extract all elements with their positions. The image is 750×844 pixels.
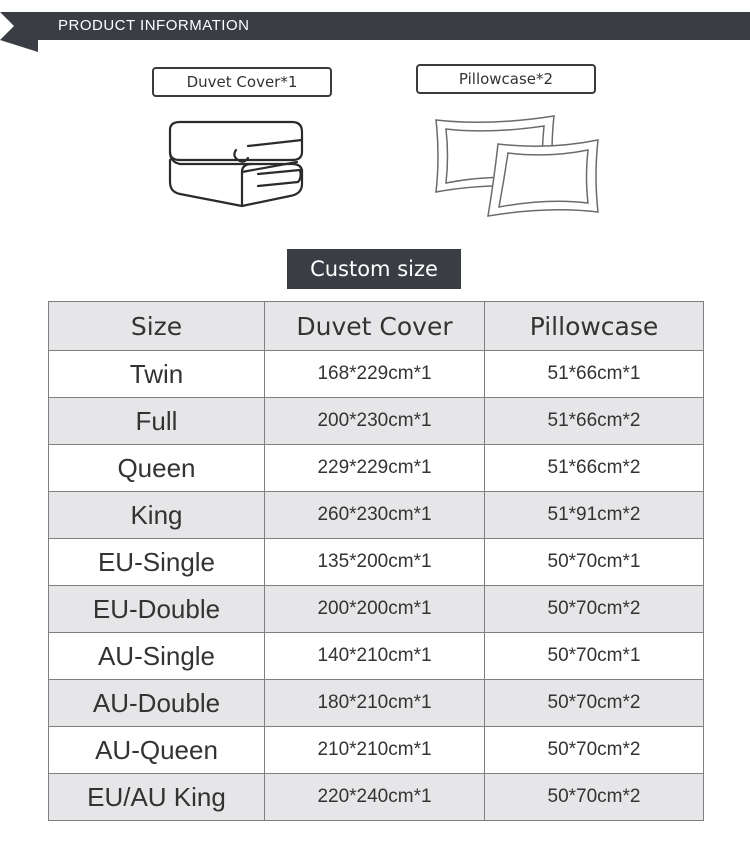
duvet-size-cell: 168*229cm*1 bbox=[265, 351, 485, 398]
header-pillowcase: Pillowcase bbox=[485, 302, 704, 351]
pillowcases-icon bbox=[420, 112, 605, 217]
duvet-size-cell: 180*210cm*1 bbox=[265, 680, 485, 727]
pillow-size-cell: 51*91cm*2 bbox=[485, 492, 704, 539]
custom-size-heading: Custom size bbox=[287, 249, 461, 289]
pillowcase-label: Pillowcase*2 bbox=[416, 64, 596, 94]
duvet-size-cell: 220*240cm*1 bbox=[265, 774, 485, 821]
pillow-size-cell: 50*70cm*1 bbox=[485, 539, 704, 586]
table-row bbox=[49, 398, 704, 445]
pillow-size-cell: 51*66cm*2 bbox=[485, 445, 704, 492]
duvet-size-cell: 200*200cm*1 bbox=[265, 586, 485, 633]
duvet-size-cell: 229*229cm*1 bbox=[265, 445, 485, 492]
pillow-size-cell: 50*70cm*2 bbox=[485, 680, 704, 727]
table-row bbox=[49, 492, 704, 539]
size-cell: King bbox=[49, 492, 265, 539]
size-cell: EU-Single bbox=[49, 539, 265, 586]
table-row bbox=[49, 539, 704, 586]
table-row bbox=[49, 774, 704, 821]
pillow-size-cell: 50*70cm*2 bbox=[485, 774, 704, 821]
table-row bbox=[49, 586, 704, 633]
size-cell: AU-Queen bbox=[49, 727, 265, 774]
size-cell: AU-Single bbox=[49, 633, 265, 680]
table-row bbox=[49, 680, 704, 727]
banner-notch-decoration bbox=[0, 40, 38, 52]
duvet-size-cell: 210*210cm*1 bbox=[265, 727, 485, 774]
size-cell: EU-Double bbox=[49, 586, 265, 633]
duvet-size-cell: 135*200cm*1 bbox=[265, 539, 485, 586]
banner-chevron-decoration bbox=[0, 12, 14, 40]
folded-duvet-icon bbox=[162, 112, 312, 217]
table-row bbox=[49, 633, 704, 680]
pillow-size-cell: 50*70cm*2 bbox=[485, 727, 704, 774]
size-cell: Twin bbox=[49, 351, 265, 398]
table-row bbox=[49, 727, 704, 774]
header-size: Size bbox=[49, 302, 265, 351]
table-header-row bbox=[49, 302, 704, 351]
duvet-size-cell: 200*230cm*1 bbox=[265, 398, 485, 445]
size-cell: Full bbox=[49, 398, 265, 445]
size-cell: EU/AU King bbox=[49, 774, 265, 821]
table-row bbox=[49, 445, 704, 492]
header-duvet-cover: Duvet Cover bbox=[265, 302, 485, 351]
pillow-size-cell: 51*66cm*1 bbox=[485, 351, 704, 398]
duvet-size-cell: 260*230cm*1 bbox=[265, 492, 485, 539]
pillow-size-cell: 50*70cm*2 bbox=[485, 586, 704, 633]
pillow-size-cell: 50*70cm*1 bbox=[485, 633, 704, 680]
duvet-size-cell: 140*210cm*1 bbox=[265, 633, 485, 680]
duvet-cover-label: Duvet Cover*1 bbox=[152, 67, 332, 97]
size-table bbox=[48, 301, 704, 821]
size-cell: Queen bbox=[49, 445, 265, 492]
table-row bbox=[49, 351, 704, 398]
banner-title: PRODUCT INFORMATION bbox=[58, 17, 250, 34]
pillow-size-cell: 51*66cm*2 bbox=[485, 398, 704, 445]
size-cell: AU-Double bbox=[49, 680, 265, 727]
